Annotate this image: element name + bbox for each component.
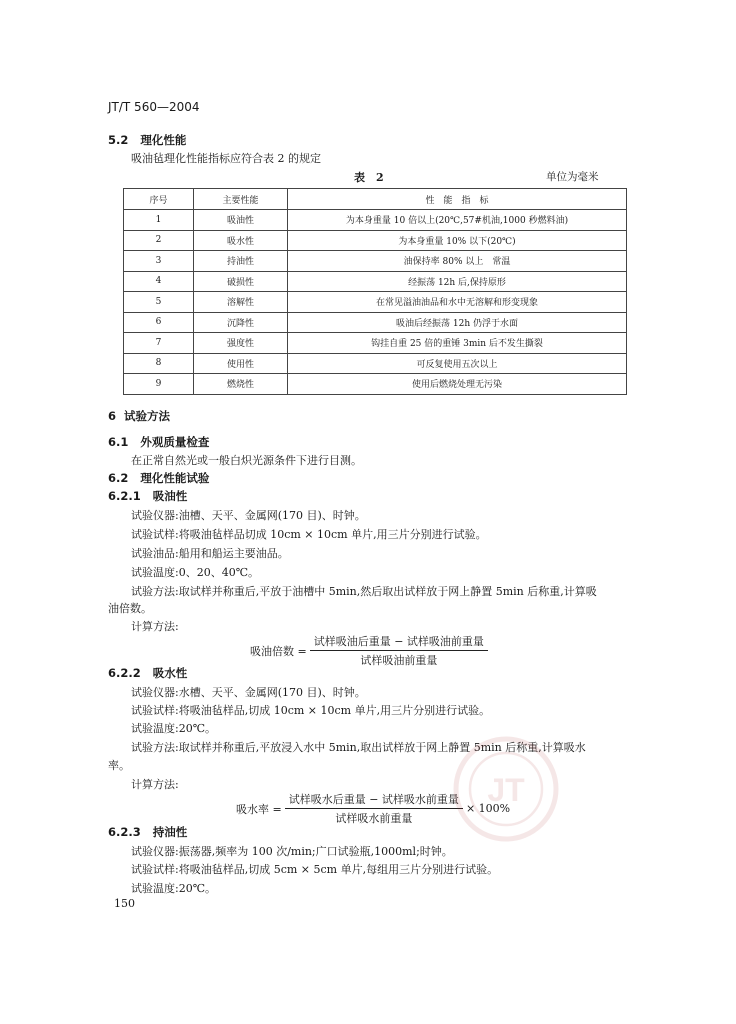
- oil-test-oils: 试验油品:船用和船运主要油品。: [131, 547, 289, 560]
- table-row: [124, 333, 627, 354]
- column-header: 序号: [124, 189, 194, 210]
- row-spec: 在常见溢油油品和水中无溶解和形变现象: [288, 292, 627, 313]
- row-property: 燃烧性: [194, 374, 288, 395]
- standard-number: JT/T 560—2004: [108, 100, 200, 114]
- formula-fraction: [285, 791, 463, 826]
- formula-lhs: 吸水率 =: [236, 802, 282, 816]
- page-number: 150: [114, 897, 135, 910]
- section-title: 吸水性: [152, 666, 188, 680]
- formula-denominator: 试样吸油前重量: [360, 654, 438, 667]
- row-property: 强度性: [194, 333, 288, 354]
- formula-numerator: 试样吸油后重量 − 试样吸油前重量: [310, 633, 488, 651]
- section-title: 理化性能: [140, 133, 187, 147]
- table-row: [124, 374, 627, 395]
- retention-test-temperature: 试验温度:20℃。: [131, 882, 217, 895]
- row-property: 破损性: [194, 271, 288, 292]
- row-spec: 为本身重量 10 倍以上(20℃,57#机油,1000 秒燃料油): [288, 210, 627, 231]
- table-caption: 表 2: [354, 171, 384, 184]
- section-number: 6.1: [108, 435, 129, 449]
- column-header: 主要性能: [194, 189, 288, 210]
- section-6-2-3-heading: [108, 824, 187, 840]
- section-title: 外观质量检查: [140, 435, 210, 449]
- formula-lhs: 吸油倍数 =: [250, 644, 307, 658]
- seal-text: JT: [487, 772, 525, 808]
- table-row: [124, 251, 627, 272]
- row-spec: 使用后燃烧处理无污染: [288, 374, 627, 395]
- oil-test-method: 试验方法:取试样并称重后,平放于油槽中 5min,然后取出试样放于网上静置 5min 后称重,计算吸: [131, 585, 597, 598]
- oil-calc-label: 计算方法:: [131, 620, 179, 633]
- water-test-specimen: 试验试样:将吸油毡样品,切成 10cm × 10cm 单片,用三片分别进行试验。: [131, 704, 491, 717]
- oil-test-method-cont: 油倍数。: [108, 602, 152, 615]
- table-header-row: [124, 189, 627, 210]
- section-number: 6.2.2: [108, 666, 141, 680]
- column-header: 性 能 指 标: [288, 189, 627, 210]
- table-row: [124, 353, 627, 374]
- retention-test-instruments: 试验仪器:振荡器,频率为 100 次/min;广口试验瓶,1000ml;时钟。: [131, 845, 453, 858]
- row-property: 使用性: [194, 353, 288, 374]
- row-spec: 吸油后经振荡 12h 仍浮于水面: [288, 312, 627, 333]
- formula-denominator: 试样吸水前重量: [335, 812, 413, 825]
- table-row: [124, 271, 627, 292]
- performance-table: [123, 188, 627, 395]
- oil-test-instruments: 试验仪器:油槽、天平、金属网(170 目)、时钟。: [131, 509, 366, 522]
- section-title: 持油性: [152, 825, 188, 839]
- row-spec: 可反复使用五次以上: [288, 353, 627, 374]
- formula-tail: × 100%: [465, 802, 511, 815]
- table-row: [124, 312, 627, 333]
- section-6-2-heading: [108, 470, 209, 486]
- jt-seal-watermark: [452, 735, 560, 843]
- oil-test-temperature: 试验温度:0、20、40℃。: [131, 566, 260, 579]
- row-property: 吸水性: [194, 230, 288, 251]
- formula-numerator: 试样吸水后重量 − 试样吸水前重量: [285, 791, 463, 809]
- section-6-1-text: 在正常自然光或一般白炽光源条件下进行目测。: [131, 454, 362, 467]
- row-number: 2: [124, 230, 194, 251]
- section-number: 6.2.3: [108, 825, 141, 839]
- row-number: 1: [124, 210, 194, 231]
- table-row: [124, 230, 627, 251]
- row-property: 吸油性: [194, 210, 288, 231]
- row-spec: 经振荡 12h 后,保持原形: [288, 271, 627, 292]
- section-6-2-2-heading: [108, 665, 187, 681]
- section-title: 试验方法: [124, 409, 171, 423]
- row-spec: 钩挂自重 25 倍的重锤 3min 后不发生撕裂: [288, 333, 627, 354]
- water-test-method: 试验方法:取试样并称重后,平放浸入水中 5min,取出试样放于网上静置 5min 后称重,计算吸水: [131, 741, 586, 754]
- row-number: 6: [124, 312, 194, 333]
- table-unit: 单位为毫米: [546, 171, 599, 183]
- section-number: 6.2.1: [108, 489, 141, 503]
- row-number: 7: [124, 333, 194, 354]
- row-number: 4: [124, 271, 194, 292]
- section-5-2-heading: [108, 132, 186, 148]
- oil-absorption-formula: [250, 633, 491, 668]
- row-property: 溶解性: [194, 292, 288, 313]
- table-row: [124, 210, 627, 231]
- row-property: 沉降性: [194, 312, 288, 333]
- water-calc-label: 计算方法:: [131, 778, 179, 791]
- row-spec: 为本身重量 10% 以下(20℃): [288, 230, 627, 251]
- section-6-2-1-heading: [108, 488, 187, 504]
- section-6-1-heading: [108, 434, 209, 450]
- section-number: 5.2: [108, 133, 129, 147]
- formula-fraction: [310, 633, 488, 668]
- water-test-method-cont: 率。: [108, 759, 130, 772]
- retention-test-specimen: 试验试样:将吸油毡样品,切成 5cm × 5cm 单片,每组用三片分别进行试验。: [131, 863, 499, 876]
- row-number: 5: [124, 292, 194, 313]
- row-number: 9: [124, 374, 194, 395]
- section-5-2-intro: 吸油毡理化性能指标应符合表 2 的规定: [131, 152, 321, 165]
- section-title: 理化性能试验: [140, 471, 210, 485]
- section-number: 6.2: [108, 471, 129, 485]
- row-spec: 油保持率 80% 以上 常温: [288, 251, 627, 272]
- section-title: 吸油性: [152, 489, 188, 503]
- section-number: 6: [108, 409, 117, 423]
- section-6-heading: [108, 408, 170, 424]
- row-property: 持油性: [194, 251, 288, 272]
- row-number: 8: [124, 353, 194, 374]
- water-test-instruments: 试验仪器:水槽、天平、金属网(170 目)、时钟。: [131, 686, 366, 699]
- oil-test-specimen: 试验试样:将吸油毡样品切成 10cm × 10cm 单片,用三片分别进行试验。: [131, 528, 487, 541]
- table-row: [124, 292, 627, 313]
- row-number: 3: [124, 251, 194, 272]
- water-test-temperature: 试验温度:20℃。: [131, 722, 217, 735]
